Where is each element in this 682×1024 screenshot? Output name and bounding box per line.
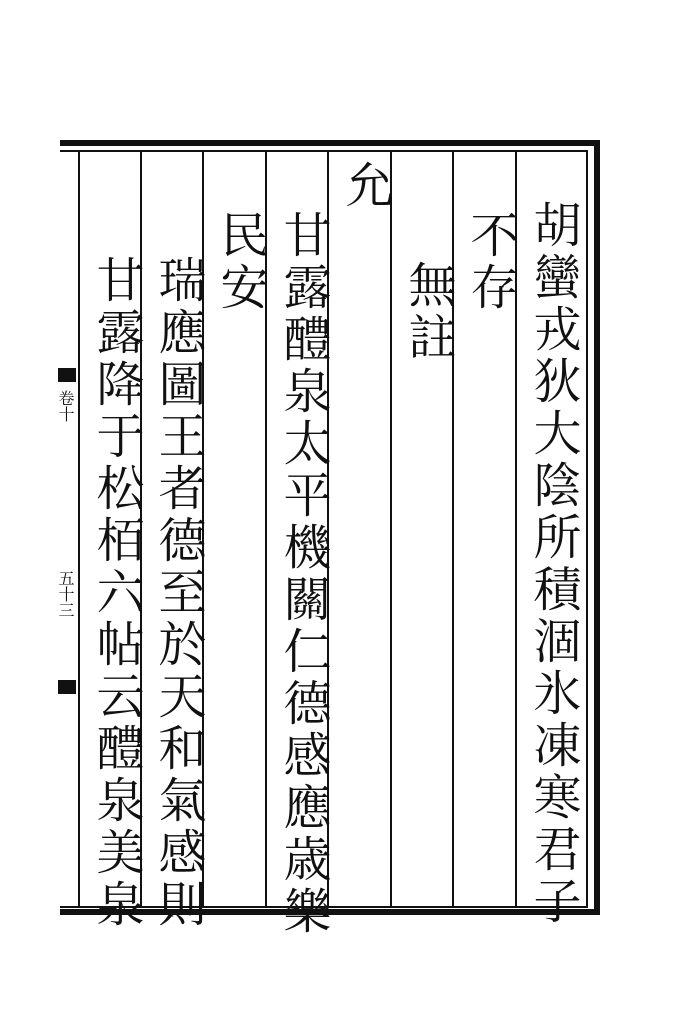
fish-tail-mark-bottom bbox=[58, 680, 76, 694]
column-rule bbox=[390, 152, 392, 906]
margin-page-number: 五十三 bbox=[56, 570, 75, 618]
text-column-2: 不存 bbox=[462, 210, 518, 314]
text-column-5: 甘露醴泉太平機關仁德感應歳樂 bbox=[275, 210, 331, 938]
text-column-1: 胡蠻戎狄大陰所積涸氷凍寒君子 bbox=[525, 200, 581, 928]
text-column-6: 民安 bbox=[212, 210, 268, 314]
column-rule bbox=[78, 152, 80, 906]
text-column-3: 無註 bbox=[400, 260, 456, 364]
margin-volume: 卷十 bbox=[56, 390, 75, 422]
text-column-8: 甘露降于松栢六帖云醴泉美泉 bbox=[88, 255, 144, 931]
text-column-7: 瑞應圖王者德至於天和氣感則 bbox=[150, 255, 206, 931]
text-column-4: 允 bbox=[337, 160, 393, 212]
fish-tail-mark-top bbox=[58, 368, 76, 382]
